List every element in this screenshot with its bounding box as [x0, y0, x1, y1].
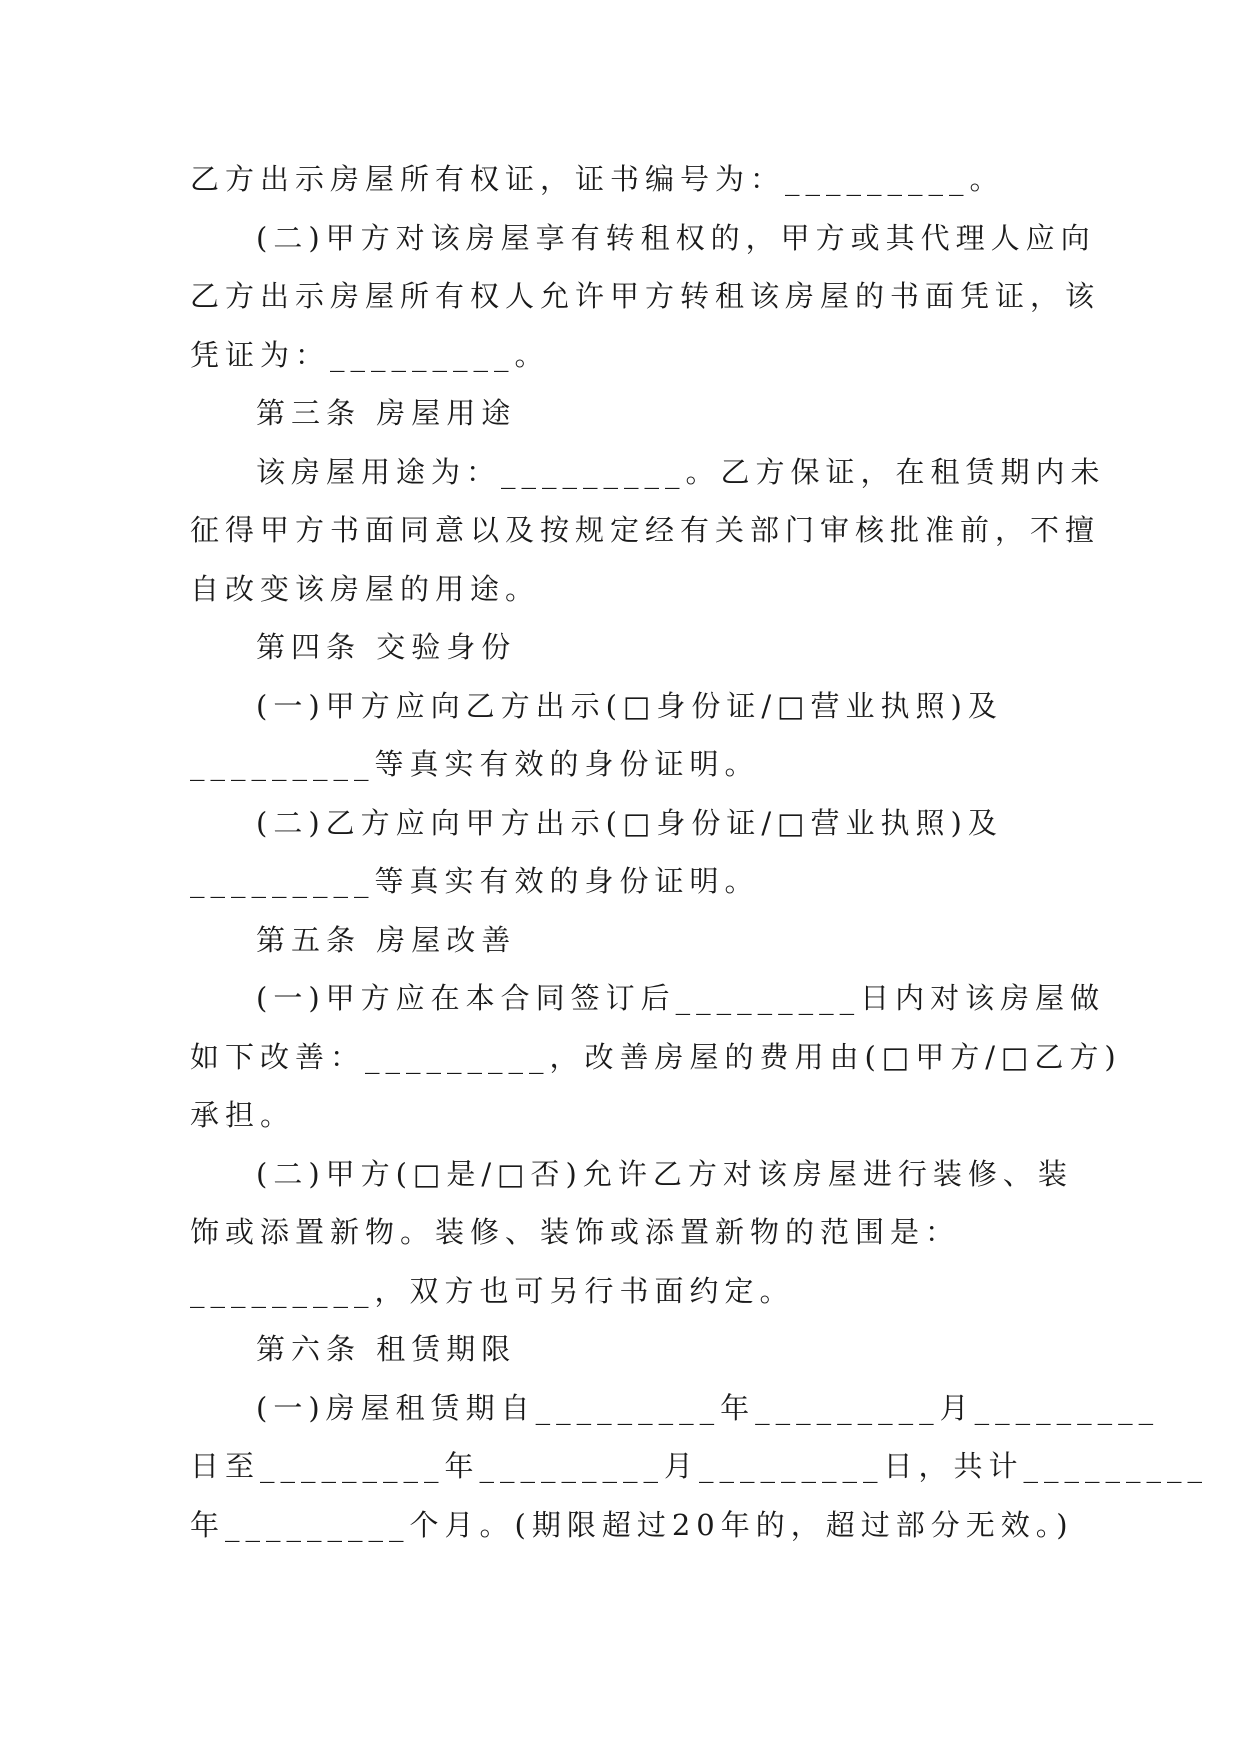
text-line: (一)甲方应向乙方出示(□身份证/□营业执照)及 [256, 688, 1003, 723]
text-line: 承担。 [190, 1098, 296, 1132]
text-line: _________等真实有效的身份证明。 [190, 747, 760, 781]
document-page [190, 150, 1209, 1554]
text-line: (一)甲方应在本合同签订后_________日内对该房屋做 [256, 981, 1106, 1015]
text-line: (一)房屋租赁期自_________年_________月_________ [256, 1390, 1160, 1425]
section-heading: 第五条 房屋改善 [256, 922, 517, 957]
text-line: 征得甲方书面同意以及按规定经有关部门审核批准前，不擅 [190, 513, 1101, 547]
text-line: 乙方出示房屋所有权人允许甲方转租该房屋的书面凭证，该 [190, 279, 1101, 313]
section-heading: 第三条 房屋用途 [256, 396, 517, 430]
text-line: 凭证为：_________。 [190, 337, 550, 372]
section-heading: 第四条 交验身份 [256, 630, 517, 664]
text-line: _________，双方也可另行书面约定。 [190, 1273, 795, 1308]
text-line: 乙方出示房屋所有权证，证书编号为：_________。 [190, 162, 1005, 196]
text-line: 该房屋用途为：_________。乙方保证，在租赁期内未 [256, 454, 1106, 489]
text-line: (二)甲方对该房屋享有转租权的，甲方或其代理人应向 [256, 220, 1096, 255]
text-line: (二)甲方(□是/□否)允许乙方对该房屋进行装修、装 [256, 1156, 1073, 1191]
text-line: 日至_________年_________月_________日，共计_________ [190, 1449, 1209, 1483]
text-line: _________等真实有效的身份证明。 [190, 864, 760, 898]
text-line: 如下改善：_________，改善房屋的费用由(□甲方/□乙方) [190, 1039, 1122, 1074]
section-heading: 第六条 租赁期限 [256, 1332, 517, 1366]
text-line: 年_________个月。(期限超过20年的，超过部分无效。) [190, 1507, 1074, 1542]
text-line: (二)乙方应向甲方出示(□身份证/□营业执照)及 [256, 805, 1003, 840]
text-line: 自改变该房屋的用途。 [190, 571, 541, 606]
text-line: 饰或添置新物。装修、装饰或添置新物的范围是： [190, 1215, 961, 1249]
